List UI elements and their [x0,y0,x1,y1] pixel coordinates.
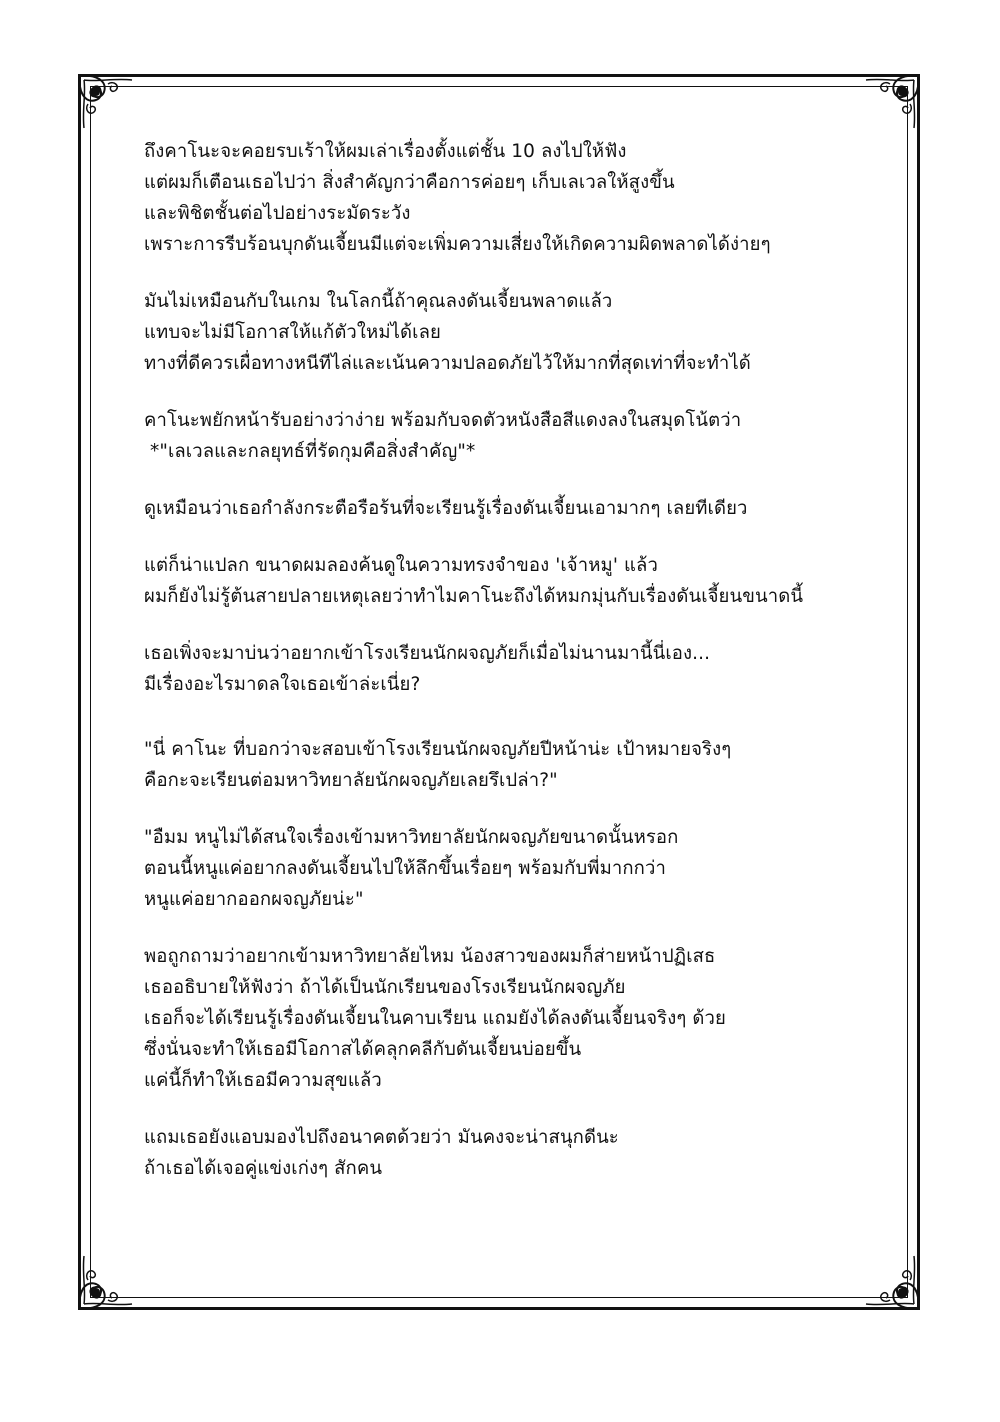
text-line: "นี่ คาโนะ ที่บอกว่าจะสอบเข้าโรงเรียนนักผจญภัยปีหน้าน่ะ เป้าหมายจริงๆ [144,739,732,760]
text-line: ถึงคาโนะจะคอยรบเร้าให้ผมเล่าเรื่องตั้งแต่ชั้น 10 ลงไปให้ฟัง [144,141,627,162]
paragraph-3 [144,405,864,467]
text-line: คาโนะพยักหน้ารับอย่างว่าง่าย พร้อมกับจดตัวหนังสือสีแดงลงในสมุดโน้ตว่า [144,410,742,431]
text-line: แต่ก็น่าแปลก ขนาดผมลองค้นดูในความทรงจำของ 'เจ้าหมู' แล้ว [144,555,658,576]
text-line: แถมเธอยังแอบมองไปถึงอนาคตด้วยว่า มันคงจะน่าสนุกดีนะ [144,1127,619,1148]
corner-ornament-top-left-icon [74,70,138,134]
text-line: เธอเพิ่งจะมาบ่นว่าอยากเข้าโรงเรียนนักผจญภัยก็เมื่อไม่นานมานี้นี่เอง... [144,643,711,664]
text-line: มันไม่เหมือนกับในเกม ในโลกนี้ถ้าคุณลงดันเจี้ยนพลาดแล้ว [144,291,613,312]
text-line: คือกะจะเรียนต่อมหาวิทยาลัยนักผจญภัยเลยรึเปล่า?" [144,770,558,791]
paragraph-1 [144,136,864,260]
paragraph-10 [144,1122,864,1184]
paragraph-9 [144,941,864,1096]
paragraph-8-dialogue [144,822,864,915]
text-line: แค่นี้ก็ทำให้เธอมีความสุขแล้ว [144,1070,382,1091]
text-line: ตอนนี้หนูแค่อยากลงดันเจี้ยนไปให้ลึกขึ้นเรื่อยๆ พร้อมกับพี่มากกว่า [144,858,666,879]
text-line: เธอก็จะได้เรียนรู้เรื่องดันเจี้ยนในคาบเรียน แถมยังได้ลงดันเจี้ยนจริงๆ ด้วย [144,1008,726,1029]
text-line: ผมก็ยังไม่รู้ต้นสายปลายเหตุเลยว่าทำไมคาโนะถึงได้หมกมุ่นกับเรื่องดันเจี้ยนขนาดนี้ [144,586,804,607]
text-line: และพิชิตชั้นต่อไปอย่างระมัดระวัง [144,203,411,224]
paragraph-5 [144,550,864,612]
text-line: หนูแค่อยากออกผจญภัยน่ะ" [144,889,364,910]
text-line: "อืมม หนูไม่ได้สนใจเรื่องเข้ามหาวิทยาลัยนักผจญภัยขนาดนั้นหรอก [144,827,679,848]
paragraph-2 [144,286,864,379]
paragraph-6 [144,638,864,700]
text-line: แต่ผมก็เตือนเธอไปว่า สิ่งสำคัญกว่าคือการค่อยๆ เก็บเลเวลให้สูงขึ้น [144,172,675,193]
text-line: เธออธิบายให้ฟังว่า ถ้าได้เป็นนักเรียนของโรงเรียนนักผจญภัย [144,977,626,998]
text-line: แทบจะไม่มีโอกาสให้แก้ตัวใหม่ได้เลย [144,322,441,343]
text-line: เพราะการรีบร้อนบุกดันเจี้ยนมีแต่จะเพิ่มความเสี่ยงให้เกิดความผิดพลาดได้ง่ายๆ [144,234,771,255]
corner-ornament-top-right-icon [860,70,924,134]
paragraph-4 [144,493,864,524]
text-line: พอถูกถามว่าอยากเข้ามหาวิทยาลัยไหม น้องสาวของผมก็ส่ายหน้าปฏิเสธ [144,946,716,967]
text-line: ถ้าเธอได้เจอคู่แข่งเก่งๆ สักคน [144,1158,383,1179]
text-line: *"เลเวลและกลยุทธ์ที่รัดกุมคือสิ่งสำคัญ"* [144,441,476,462]
text-line: ดูเหมือนว่าเธอกำลังกระตือรือร้นที่จะเรียนรู้เรื่องดันเจี้ยนเอามากๆ เลยทีเดียว [144,498,748,519]
text-line: ทางที่ดีควรเผื่อทางหนีทีไล่และเน้นความปลอดภัยไว้ให้มากที่สุดเท่าที่จะทำได้ [144,353,751,374]
story-text-body [144,136,864,1210]
corner-ornament-bottom-right-icon [860,1250,924,1314]
text-line: ซึ่งนั่นจะทำให้เธอมีโอกาสได้คลุกคลีกับดันเจี้ยนบ่อยขึ้น [144,1039,582,1060]
corner-ornament-bottom-left-icon [74,1250,138,1314]
text-line: มีเรื่องอะไรมาดลใจเธอเข้าล่ะเนี่ย? [144,674,421,695]
paragraph-7-dialogue [144,734,864,796]
